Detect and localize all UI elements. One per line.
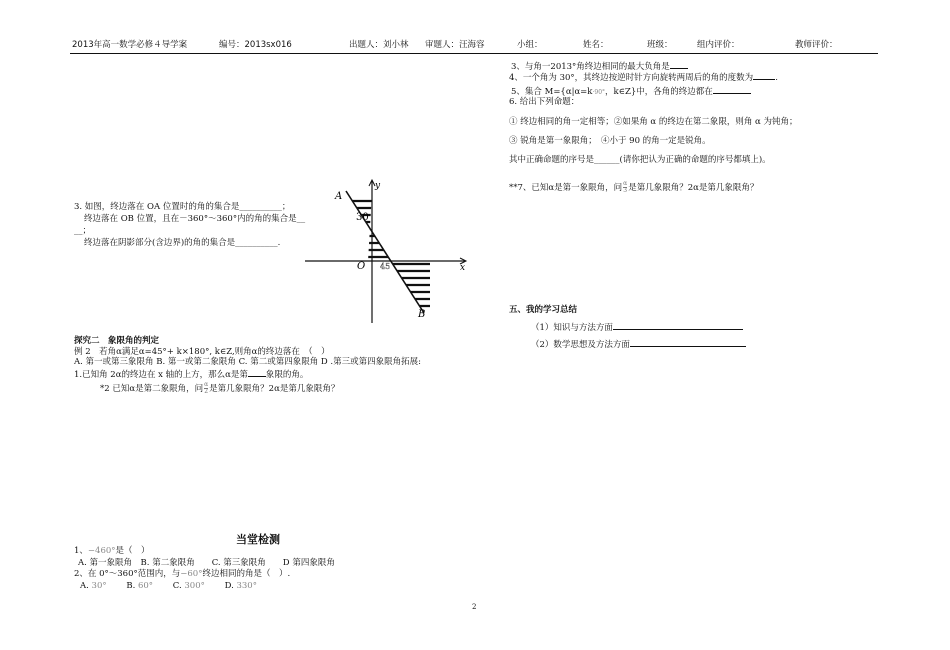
extension1 — [74, 367, 308, 381]
summary-title: 五、我的学习总结 — [509, 305, 578, 315]
author: 出题人：刘小林 — [349, 40, 409, 50]
right-propositions-1: ① 终边相同的角一定相等；②如果角 α 的终边在第二象限，则角 α 为钝角； — [509, 117, 798, 127]
extension1-text-a: 1.已知角 2α的终边在 x 轴的上方，那么α是第 — [74, 370, 248, 380]
reviewer: 审题人：汪海容 — [425, 40, 485, 50]
alpha-third-fraction: $\frac{\alpha}{3}$ — [623, 180, 628, 194]
label-a: A — [335, 191, 343, 202]
example2: 例 2 若角α满足α=45°+ k×180°, k∈Z,则角α的终边落在 （ ） — [74, 347, 330, 357]
name-field: 姓名： — [583, 40, 609, 50]
class-field: 班级： — [647, 40, 673, 50]
q3-line2: 终边落在 OB 位置，且在－360°～360°内的角的集合是__ — [84, 214, 306, 224]
extension2 — [100, 382, 339, 395]
quiz-q2: 2、在 0°～360°范围内，与−60°终边相同的角是（ ）. — [74, 569, 291, 579]
q3-line3: __； — [74, 226, 92, 236]
quiz-q1-options: A. 第一象限角 B. 第二象限角 C. 第三象限角 D 第四象限角 — [78, 558, 335, 568]
doc-number: 编号：2013sx016 — [219, 40, 292, 50]
label-30: 30 — [356, 212, 369, 223]
quiz-q1: 1、−460°是（ ） — [74, 546, 150, 556]
right-propositions-2: ③ 锐角是第一象限角； ④小于 90 的角一定是锐角。 — [509, 136, 711, 146]
right-q3: 3、与角一2013°角终边相同的最大负角是 — [511, 59, 688, 73]
q3-line1: 3. 如图，终边落在 OA 位置时的角的集合是__________； — [74, 202, 291, 212]
quiz-q2-options: A. 30° B. 60° C. 300° D. 330° — [80, 581, 257, 591]
explore2-title: 探究二 象限角的判定 — [74, 336, 160, 346]
header-rule — [70, 53, 878, 54]
q3-line4: 终边落在阴影部分(含边界)的角的集合是__________. — [84, 238, 281, 248]
label-45: 45 — [380, 262, 391, 271]
page-number: 2 — [472, 603, 477, 611]
summary-thinking-blank[interactable] — [630, 337, 746, 347]
right-q5: 5、集合 M={α|α=k·90°，k∈Z}中，各角的终边都在 — [511, 84, 751, 98]
extension2-text-b: 是第几象限角？2α是第几象限角？ — [209, 384, 340, 394]
right-q6: 6. 给出下列命题： — [509, 97, 580, 107]
right-q4-blank[interactable] — [753, 70, 775, 80]
extension2-text-a: *2 已知α是第二象限角，问 — [100, 384, 204, 394]
label-y: y — [375, 181, 381, 191]
teacher-eval-field: 教师评价： — [795, 40, 838, 50]
summary-thinking: （2）数学思想及方法方面 — [531, 337, 746, 351]
right-propositions-3: 其中正确命题的序号是______(请你把认为正确的命题的序号都填上)。 — [509, 155, 771, 165]
extension1-blank[interactable] — [248, 367, 266, 377]
label-o: O — [357, 261, 366, 272]
right-q5-blank[interactable] — [713, 84, 751, 94]
label-b: B — [418, 309, 426, 320]
right-q3-blank[interactable] — [670, 59, 688, 69]
example2-options: A. 第一或第三象限角 B. 第一或第二象限角 C. 第二或第四象限角 D .第三或第四象限角拓展: — [74, 357, 421, 367]
summary-knowledge-blank[interactable] — [613, 320, 743, 330]
extension1-text-b: 象限的角。 — [265, 370, 309, 380]
label-x: x — [460, 263, 466, 273]
alpha-half-fraction: $\frac{\alpha}{2}$ — [204, 381, 209, 395]
group-eval-field: 组内评价： — [697, 40, 740, 50]
summary-knowledge: （1）知识与方法方面 — [531, 320, 743, 334]
angle-figure — [300, 175, 475, 325]
ray-oa — [346, 191, 424, 313]
doc-title: 2013年高一数学必修４导学案 — [72, 40, 188, 50]
quiz-title: 当堂检测 — [236, 533, 280, 546]
group-field: 小组： — [517, 40, 543, 50]
right-q7: **7、已知α是第一象限角，问 $\frac{\alpha}{3}$ 是第几象限角？2α是第几象限角？ — [509, 180, 759, 194]
right-q4: 4、一个角为 30°，其终边按逆时针方向旋转两周后的角的度数为 . — [509, 70, 778, 84]
